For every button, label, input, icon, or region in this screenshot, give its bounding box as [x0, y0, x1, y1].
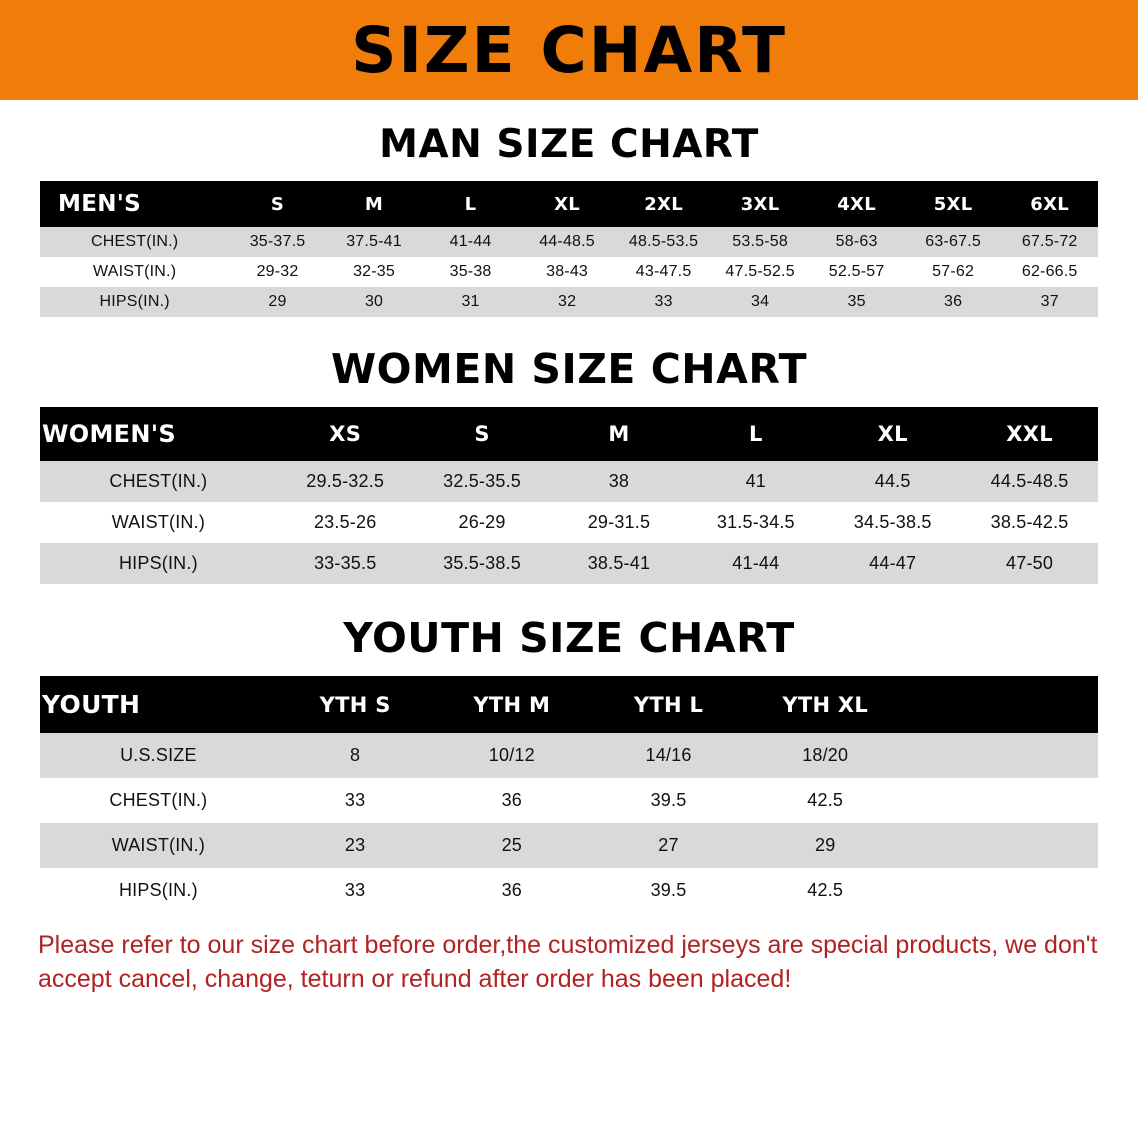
row-label: CHEST(IN.)	[40, 461, 277, 502]
banner	[0, 0, 1138, 100]
column-header: S	[414, 407, 551, 461]
cell: 48.5-53.5	[615, 227, 712, 257]
cell: 47.5-52.5	[712, 257, 809, 287]
youth-section-heading: YOUTH SIZE CHART	[343, 614, 795, 662]
cell: 35-37.5	[229, 227, 326, 257]
youth-size-table	[40, 676, 1098, 913]
cell: 53.5-58	[712, 227, 809, 257]
cell: 58-63	[808, 227, 905, 257]
cell: 29-32	[229, 257, 326, 287]
column-header: YTH L	[590, 676, 747, 733]
cell: 33	[277, 778, 434, 823]
cell: 47-50	[961, 543, 1098, 584]
column-header: XL	[824, 407, 961, 461]
cell: 37.5-41	[326, 227, 423, 257]
youth-table-wrap	[40, 676, 1098, 913]
column-header: MEN'S	[40, 181, 229, 227]
cell: 23.5-26	[277, 502, 414, 543]
cell: 33	[615, 287, 712, 317]
cell: 38.5-42.5	[961, 502, 1098, 543]
cell: 52.5-57	[808, 257, 905, 287]
column-header: YOUTH	[40, 676, 277, 733]
table-row	[40, 257, 1098, 287]
column-header: M	[326, 181, 423, 227]
column-header: L	[687, 407, 824, 461]
table-row	[40, 287, 1098, 317]
column-header: 3XL	[712, 181, 809, 227]
cell: 38	[551, 461, 688, 502]
column-header: 2XL	[615, 181, 712, 227]
table-row	[40, 868, 1098, 913]
cell: 38-43	[519, 257, 616, 287]
cell: 44.5-48.5	[961, 461, 1098, 502]
cell: 36	[433, 778, 590, 823]
column-header: L	[422, 181, 519, 227]
row-label: HIPS(IN.)	[40, 868, 277, 913]
cell: 31	[422, 287, 519, 317]
cell: 67.5-72	[1001, 227, 1098, 257]
cell: 42.5	[747, 778, 904, 823]
cell: 44.5	[824, 461, 961, 502]
cell-spacer	[904, 778, 1098, 823]
column-header: 5XL	[905, 181, 1002, 227]
cell: 36	[433, 868, 590, 913]
row-label: WAIST(IN.)	[40, 823, 277, 868]
page-title: SIZE CHART	[351, 13, 787, 87]
women-section-heading: WOMEN SIZE CHART	[330, 345, 808, 393]
cell: 35.5-38.5	[414, 543, 551, 584]
disclaimer-note: Please refer to our size chart before order,the customized jerseys are special products, we don't accept cancel, change, teturn or refund after order has been placed!	[38, 931, 1098, 993]
cell: 35-38	[422, 257, 519, 287]
column-header: 4XL	[808, 181, 905, 227]
cell: 33-35.5	[277, 543, 414, 584]
cell: 62-66.5	[1001, 257, 1098, 287]
row-label: CHEST(IN.)	[40, 227, 229, 257]
table-row	[40, 778, 1098, 823]
column-header: YTH S	[277, 676, 434, 733]
cell: 44-48.5	[519, 227, 616, 257]
cell: 29	[747, 823, 904, 868]
table-row	[40, 823, 1098, 868]
man-table-wrap	[40, 181, 1098, 317]
cell: 36	[905, 287, 1002, 317]
row-label: HIPS(IN.)	[40, 287, 229, 317]
table-row	[40, 733, 1098, 778]
cell: 42.5	[747, 868, 904, 913]
cell: 41-44	[422, 227, 519, 257]
table-row	[40, 502, 1098, 543]
cell: 10/12	[433, 733, 590, 778]
table-row	[40, 543, 1098, 584]
cell: 41	[687, 461, 824, 502]
cell: 43-47.5	[615, 257, 712, 287]
cell: 18/20	[747, 733, 904, 778]
cell: 33	[277, 868, 434, 913]
column-header: XS	[277, 407, 414, 461]
column-header: YTH XL	[747, 676, 904, 733]
column-header: S	[229, 181, 326, 227]
man-size-table	[40, 181, 1098, 317]
column-header: XL	[519, 181, 616, 227]
row-label: WAIST(IN.)	[40, 257, 229, 287]
column-header: YTH M	[433, 676, 590, 733]
cell: 38.5-41	[551, 543, 688, 584]
table-row	[40, 227, 1098, 257]
cell: 34	[712, 287, 809, 317]
cell-spacer	[904, 868, 1098, 913]
row-label: CHEST(IN.)	[40, 778, 277, 823]
cell-spacer	[904, 823, 1098, 868]
cell: 35	[808, 287, 905, 317]
cell: 29.5-32.5	[277, 461, 414, 502]
cell: 31.5-34.5	[687, 502, 824, 543]
cell: 23	[277, 823, 434, 868]
cell: 14/16	[590, 733, 747, 778]
cell: 32	[519, 287, 616, 317]
cell: 26-29	[414, 502, 551, 543]
cell-spacer	[904, 733, 1098, 778]
table-header-row	[40, 181, 1098, 227]
cell: 32.5-35.5	[414, 461, 551, 502]
column-header-spacer	[904, 676, 1098, 733]
cell: 57-62	[905, 257, 1002, 287]
cell: 39.5	[590, 868, 747, 913]
row-label: WAIST(IN.)	[40, 502, 277, 543]
table-header-row	[40, 407, 1098, 461]
cell: 41-44	[687, 543, 824, 584]
cell: 63-67.5	[905, 227, 1002, 257]
row-label: HIPS(IN.)	[40, 543, 277, 584]
man-section-heading: MAN SIZE CHART	[379, 122, 759, 167]
cell: 27	[590, 823, 747, 868]
cell: 32-35	[326, 257, 423, 287]
column-header: XXL	[961, 407, 1098, 461]
women-table-wrap	[40, 407, 1098, 584]
row-label: U.S.SIZE	[40, 733, 277, 778]
cell: 29-31.5	[551, 502, 688, 543]
cell: 37	[1001, 287, 1098, 317]
cell: 39.5	[590, 778, 747, 823]
cell: 30	[326, 287, 423, 317]
cell: 25	[433, 823, 590, 868]
table-header-row	[40, 676, 1098, 733]
cell: 34.5-38.5	[824, 502, 961, 543]
table-row	[40, 461, 1098, 502]
cell: 8	[277, 733, 434, 778]
column-header: 6XL	[1001, 181, 1098, 227]
women-size-table	[40, 407, 1098, 584]
column-header: WOMEN'S	[40, 407, 277, 461]
cell: 44-47	[824, 543, 961, 584]
cell: 29	[229, 287, 326, 317]
column-header: M	[551, 407, 688, 461]
